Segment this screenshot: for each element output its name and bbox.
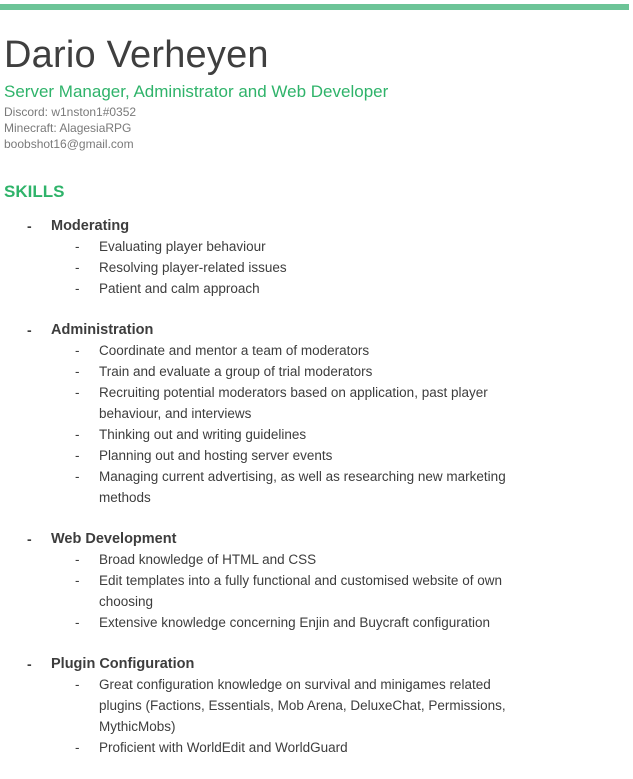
group-bullet: -	[27, 218, 32, 234]
skill-item-text: Evaluating player behaviour	[99, 239, 266, 254]
item-bullet: -	[75, 239, 80, 254]
skill-items	[51, 674, 620, 758]
section-title-skills: SKILLS	[4, 182, 65, 201]
skill-item-text: Planning out and hosting server events	[99, 448, 333, 463]
skill-item-text: Recruiting potential moderators based on application, past player behaviour, and interviews	[99, 385, 488, 421]
group-bullet: -	[27, 656, 32, 672]
skill-item	[51, 340, 509, 361]
skill-item-text: Managing current advertising, as well as researching new marketing methods	[99, 469, 506, 505]
skill-item	[51, 674, 509, 737]
item-bullet: -	[75, 448, 80, 463]
skill-item	[51, 466, 509, 508]
person-name: Dario Verheyen	[4, 34, 269, 76]
skill-item	[51, 570, 509, 612]
item-bullet: -	[75, 385, 80, 400]
skill-item-text: Edit templates into a fully functional and customised website of own choosing	[99, 573, 502, 609]
skill-item-text: Extensive knowledge concerning Enjin and Buycraft configuration	[99, 615, 490, 630]
skills-list	[0, 216, 620, 779]
item-bullet: -	[75, 573, 80, 588]
skill-group-title: Web Development	[51, 531, 177, 547]
item-bullet: -	[75, 740, 80, 755]
skill-group-title: Plugin Configuration	[51, 656, 195, 672]
skill-group	[0, 654, 620, 758]
skill-item	[51, 278, 509, 299]
item-bullet: -	[75, 260, 80, 275]
skill-item	[51, 361, 509, 382]
item-bullet: -	[75, 677, 80, 692]
contact-email: boobshot16@gmail.com	[4, 137, 134, 151]
contact-minecraft: Minecraft: AlagesiaRPG	[4, 121, 132, 135]
skill-item	[51, 424, 509, 445]
skill-item	[51, 737, 509, 758]
skill-item-text: Great configuration knowledge on survival and minigames related plugins (Factions, Essentials, Mob Arena, DeluxeChat, Permissions, MythicMobs)	[99, 677, 506, 734]
contact-discord: Discord: w1nston1#0352	[4, 105, 137, 119]
skill-items	[51, 549, 620, 633]
item-bullet: -	[75, 343, 80, 358]
job-title: Server Manager, Administrator and Web Developer	[4, 82, 389, 101]
skill-item-text: Broad knowledge of HTML and CSS	[99, 552, 317, 567]
skill-item-text: Patient and calm approach	[99, 281, 260, 296]
skill-group-title: Moderating	[51, 218, 130, 234]
top-accent-bar	[0, 4, 629, 10]
skill-item-text: Resolving player-related issues	[99, 260, 287, 275]
skill-item	[51, 549, 509, 570]
skill-items	[51, 236, 620, 299]
skill-group-title: Administration	[51, 322, 154, 338]
item-bullet: -	[75, 281, 80, 296]
skill-group	[0, 529, 620, 633]
item-bullet: -	[75, 552, 80, 567]
item-bullet: -	[75, 615, 80, 630]
skill-item	[51, 445, 509, 466]
skill-group	[0, 320, 620, 508]
skill-item-text: Proficient with WorldEdit and WorldGuard	[99, 740, 348, 755]
skill-items	[51, 340, 620, 508]
skill-item-text: Train and evaluate a group of trial moderators	[99, 364, 373, 379]
item-bullet: -	[75, 364, 80, 379]
skill-group	[0, 216, 620, 299]
group-bullet: -	[27, 531, 32, 547]
skill-item-text: Thinking out and writing guidelines	[99, 427, 307, 442]
skill-item	[51, 612, 509, 633]
skill-item	[51, 257, 509, 278]
resume-header	[4, 34, 624, 152]
item-bullet: -	[75, 427, 80, 442]
skill-item	[51, 382, 509, 424]
skill-item	[51, 236, 509, 257]
group-bullet: -	[27, 322, 32, 338]
skill-item-text: Coordinate and mentor a team of moderators	[99, 343, 370, 358]
item-bullet: -	[75, 469, 80, 484]
